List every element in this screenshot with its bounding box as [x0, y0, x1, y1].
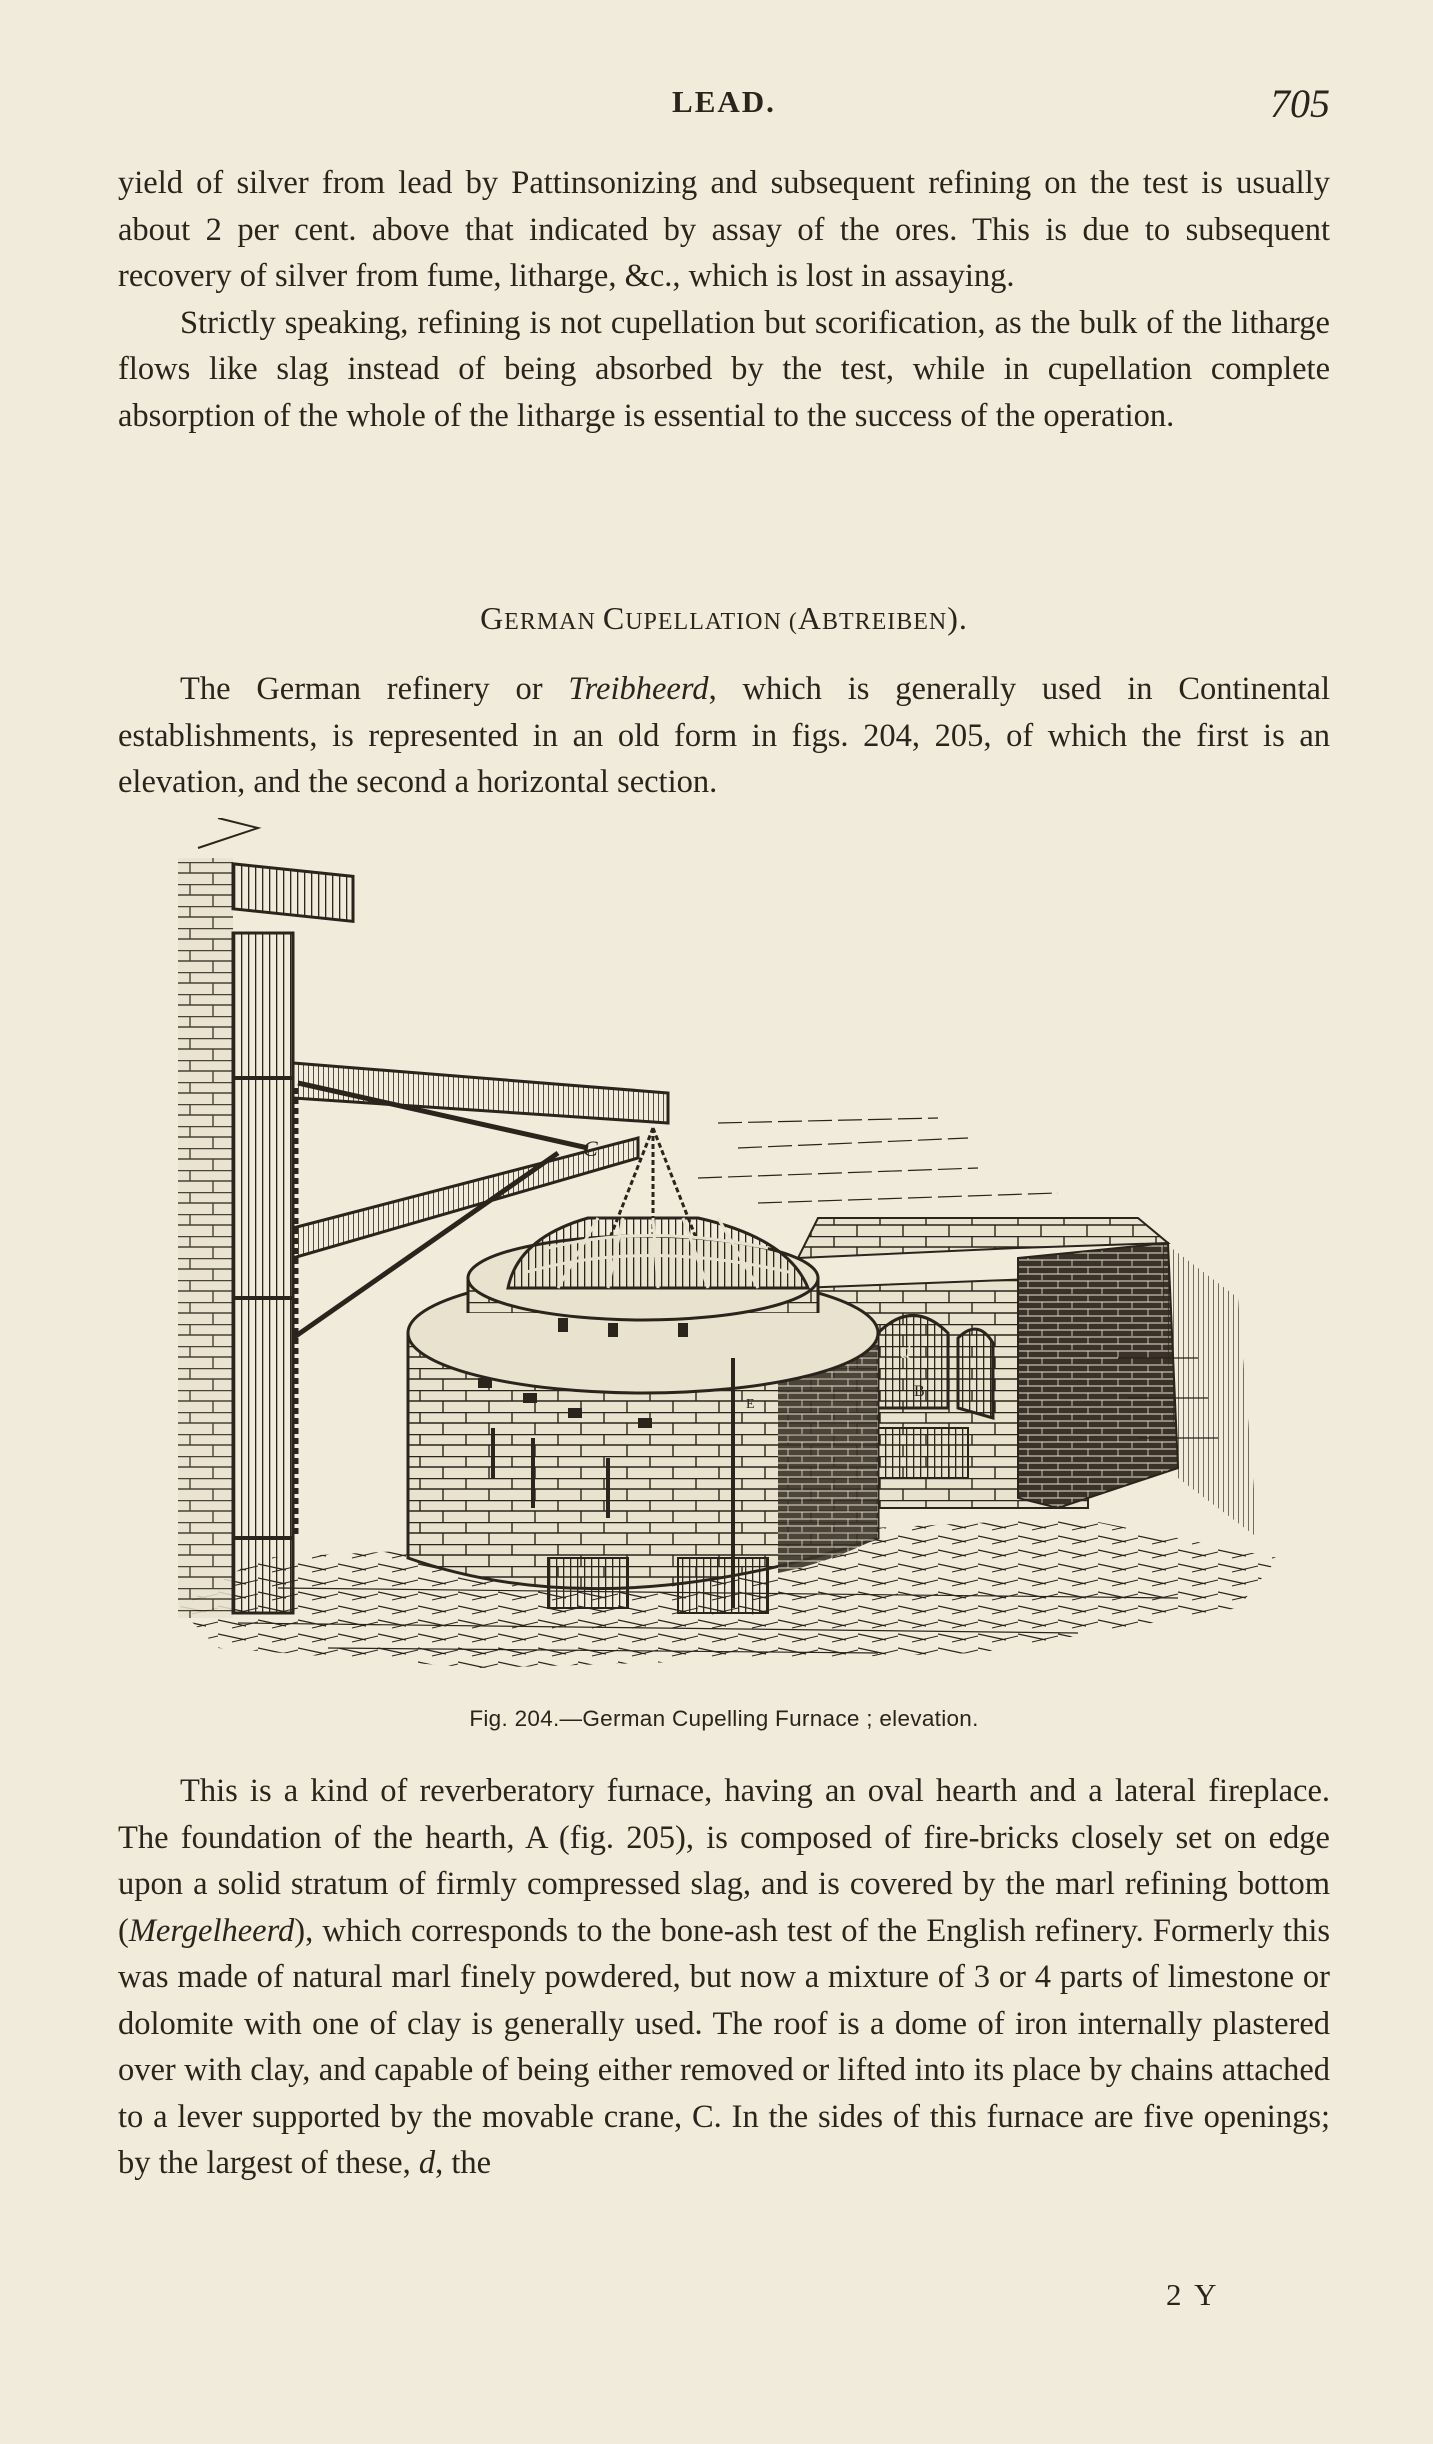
text-run: , which is generally used in Continental establishments, is represented in an old form in figs. 204, 205, of which the first is an elevation, and the second a horizontal section. — [118, 671, 1330, 800]
paragraph: yield of silver from lead by Pattinsonizing and subsequent refining on the test is usually about 2 per cent. above that indicated by assay of the ores. This is due to subsequent recovery of silver from fume, litharge, &c., which is lost in assaying. — [118, 165, 1330, 294]
heading-cap: ). — [947, 600, 968, 636]
heading-small-caps: BTREIBEN — [821, 609, 948, 635]
page-number: 705 — [1270, 81, 1330, 126]
label-b: B — [914, 1383, 925, 1400]
heading-cap: C — [602, 600, 626, 636]
text-block-main — [118, 1768, 1330, 2187]
heading-cap: G — [480, 600, 505, 636]
italic-term: d — [418, 2145, 436, 2181]
heading-small-caps: UPELLATION ( — [625, 609, 798, 635]
furnace-engraving — [178, 818, 1290, 1698]
furnace-body — [408, 1236, 878, 1613]
label-opening-d: d — [900, 1338, 911, 1363]
figure-caption: Fig. 204.—German Cupelling Furnace ; elevation. — [469, 1706, 979, 1731]
section-heading — [118, 600, 1330, 637]
signature-mark: 2 Y — [1166, 2277, 1220, 2312]
text-run: , the — [435, 2145, 492, 2181]
text-run: ), which corresponds to the bone-ash test of the English refinery. Formerly this was made of natural marl finely powdered, but now a mixture of 3 or 4 parts of limestone or dolomite with one of clay is generally used. The roof is a dome of iron internally plastered over with clay, and capable of being either removed or lifted into its place by chains attached to a lever supported by the movable crane, C. In the sides of this furnace are five openings; by the largest of these, — [118, 1912, 1330, 2181]
italic-term: Treibheerd — [568, 671, 709, 707]
text-run: The German refinery or — [180, 671, 569, 707]
text-block-intro — [118, 666, 1330, 806]
label-crane: C — [583, 1136, 598, 1161]
heading-small-caps: ERMAN — [504, 609, 603, 635]
italic-term: Mergelheerd — [128, 1912, 295, 1949]
text-run: This is a kind of reverberatory furnace, having an oval hearth and a lateral fireplace. The foundation of the hearth, A (fig. 205), is composed of fire-bricks closely set on edge upon a solid stratum of firmly compressed slag, and is covered by the marl refining bottom ( — [118, 1773, 1330, 1949]
text-block-top — [118, 160, 1330, 439]
heading-cap: A — [797, 600, 822, 636]
paragraph — [118, 1768, 1330, 2187]
running-title: LEAD. — [672, 84, 776, 119]
paragraph — [118, 666, 1330, 806]
paragraph: Strictly speaking, refining is not cupellation but scorification, as the bulk of the litharge flows like slag instead of being absorbed by the test, while in cupellation complete absorption of the whole of the litharge is essential to the success of the operation. — [118, 304, 1330, 434]
label-e: E — [746, 1397, 755, 1412]
furnace-dome — [508, 1218, 808, 1288]
running-head — [118, 81, 1330, 134]
